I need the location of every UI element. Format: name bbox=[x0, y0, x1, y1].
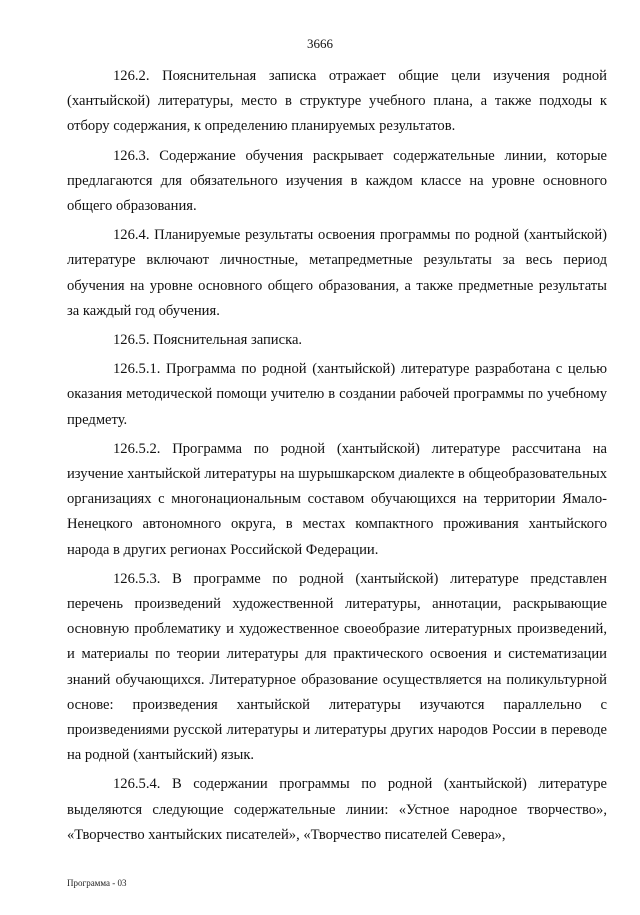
paragraph-126-2: 126.2. Пояснительная записка отражает общие цели изучения родной (хантыйской) литературы, место в структуре учебного плана, а также подходы к отбору содержания, к определению планируемых результатов. bbox=[67, 68, 607, 135]
paragraph-126-5-4: 126.5.4. В содержании программы по родной (хантыйской) литературе выделяются следующие содержательные линии: «Устное народное творчество», «Творчество хантыйских писателей», «Творчество писателей Севера», bbox=[67, 776, 607, 843]
paragraph-126-4: 126.4. Планируемые результаты освоения программы по родной (хантыйской) литературе включают личностные, метапредметные результаты за весь период обучения на уровне основного общего образования, а также предметные результаты за каждый год обучения. bbox=[67, 227, 607, 319]
paragraph-126-3: 126.3. Содержание обучения раскрывает содержательные линии, которые предлагаются для обязательного изучения в каждом классе на уровне основного общего образования. bbox=[67, 147, 607, 215]
paragraph-126-5-3: 126.5.3. В программе по родной (хантыйской) литературе представлен перечень произведений художественной литературы, аннотации, раскрывающие основную проблематику и художественное своеобразие литературных произведений, и материалы по теории литературы для практического освоения и систематизации знаний обучающихся. Литературное образование осуществляется на поликультурной основе: произведения хантыйской литературы изучаются параллельно с произведениями русской литературы и литературы других народов России в переводе на родной (хантыйский) язык. bbox=[67, 570, 607, 764]
paragraph-126-5-1: 126.5.1. Программа по родной (хантыйской) литературе разработана с целью оказания методической помощи учителю в создании рабочей программы по учебному предмету. bbox=[67, 361, 607, 428]
paragraph-126-5-2: 126.5.2. Программа по родной (хантыйской) литературе рассчитана на изучение хантыйской литературы на шурышкарском диалекте в общеобразовательных организациях с многонациональным составом обучающихся на территории Ямало-Ненецкого автономного округа, в местах компактного проживания хантыйского народа в других регионах Российской Федерации. bbox=[67, 440, 607, 558]
paragraph-126-5: 126.5. Пояснительная записка. bbox=[113, 332, 303, 349]
page-number: 3666 bbox=[307, 36, 333, 51]
footer-label: Программа - 03 bbox=[67, 878, 127, 888]
document-body bbox=[67, 64, 607, 848]
